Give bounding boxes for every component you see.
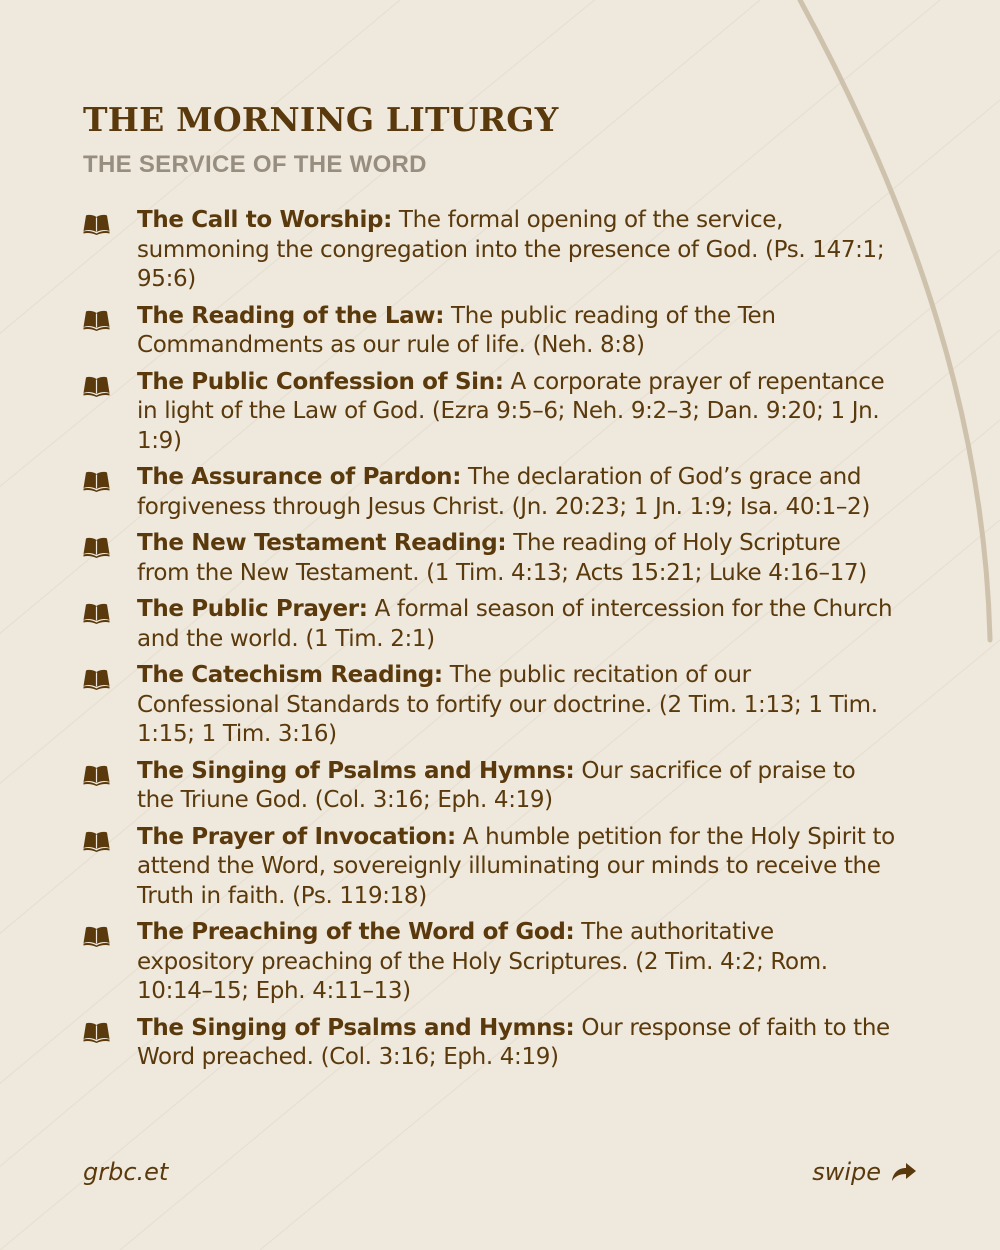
item-text xyxy=(137,661,897,750)
item-label: The Assurance of Pardon: xyxy=(137,464,462,490)
list-item xyxy=(83,463,903,522)
item-description: The declaration of God’s grace and forgiveness through Jesus Christ. (Jn. 20:23; 1 Jn. 1:9; Isa. 40:1–2) xyxy=(137,464,870,520)
site-url: grbc.et xyxy=(83,1158,169,1186)
item-text xyxy=(137,1014,897,1073)
liturgy-list xyxy=(83,206,903,1080)
book-icon xyxy=(83,661,137,690)
list-item xyxy=(83,1014,903,1073)
item-text xyxy=(137,206,897,295)
item-description: The formal opening of the service, summoning the congregation into the presence of God. (Ps. 147:1; 95:6) xyxy=(137,207,885,292)
list-item xyxy=(83,757,903,816)
item-label: The Singing of Psalms and Hymns: xyxy=(137,757,575,784)
book-icon xyxy=(83,529,137,558)
item-description: Our response of faith to the Word preached. (Col. 3:16; Eph. 4:19) xyxy=(137,1014,890,1070)
item-description: Our sacrifice of praise to the Triune God. (Col. 3:16; Eph. 4:19) xyxy=(137,757,856,813)
item-description: The reading of Holy Scripture from the New Testament. (1 Tim. 4:13; Acts 15:21; Luke 4:16–17) xyxy=(137,530,867,586)
book-icon xyxy=(83,302,137,331)
item-label: The Preaching of the Word of God: xyxy=(137,919,575,945)
item-text xyxy=(137,757,897,816)
item-text xyxy=(137,918,897,1007)
book-icon xyxy=(83,595,137,624)
item-description: The authoritative expository preaching of the Holy Scriptures. (2 Tim. 4:2; Rom. 10:14–15; Eph. 4:11–13) xyxy=(137,919,828,1004)
item-text xyxy=(137,302,897,361)
list-item xyxy=(83,206,903,295)
item-text xyxy=(137,368,897,457)
list-item xyxy=(83,661,903,750)
item-description: A corporate prayer of repentance in light of the Law of God. (Ezra 9:5–6; Neh. 9:2–3; Dan. 9:20; 1 Jn. 1:9) xyxy=(137,368,885,454)
item-label: The Singing of Psalms and Hymns: xyxy=(137,1014,575,1041)
book-icon xyxy=(83,918,137,947)
item-text xyxy=(137,529,897,588)
item-label: The New Testament Reading: xyxy=(137,530,507,556)
item-label: The Public Prayer: xyxy=(137,596,368,622)
list-item xyxy=(83,595,903,654)
list-item xyxy=(83,529,903,588)
book-icon xyxy=(83,757,137,786)
item-description: A humble petition for the Holy Spirit to attend the Word, sovereignly illuminating our minds to receive the Truth in faith. (Ps. 119:18) xyxy=(137,823,895,909)
item-label: The Public Confession of Sin: xyxy=(137,368,504,395)
item-text xyxy=(137,463,897,522)
book-icon xyxy=(83,823,137,852)
item-label: The Catechism Reading: xyxy=(137,662,443,688)
swipe-label: swipe xyxy=(812,1158,881,1186)
book-icon xyxy=(83,463,137,492)
page-title: THE MORNING LITURGY xyxy=(83,100,559,139)
item-label: The Prayer of Invocation: xyxy=(137,823,456,850)
list-item xyxy=(83,918,903,1007)
share-arrow-icon xyxy=(891,1162,917,1182)
item-description: The public reading of the Ten Commandments as our rule of life. (Neh. 8:8) xyxy=(137,302,776,358)
page-subtitle: THE SERVICE OF THE WORD xyxy=(83,151,427,178)
item-description: A formal season of intercession for the Church and the world. (1 Tim. 2:1) xyxy=(137,596,893,652)
list-item xyxy=(83,368,903,457)
book-icon xyxy=(83,368,137,397)
item-text xyxy=(137,595,897,654)
item-label: The Call to Worship: xyxy=(137,207,392,233)
book-icon xyxy=(83,1014,137,1043)
book-icon xyxy=(83,206,137,235)
list-item xyxy=(83,302,903,361)
swipe-hint xyxy=(812,1158,917,1186)
item-description: The public recitation of our Confessional Standards to fortify our doctrine. (2 Tim. 1:13; 1 Tim. 1:15; 1 Tim. 3:16) xyxy=(137,662,878,747)
list-item xyxy=(83,823,903,912)
item-label: The Reading of the Law: xyxy=(137,302,445,329)
item-text xyxy=(137,823,897,912)
